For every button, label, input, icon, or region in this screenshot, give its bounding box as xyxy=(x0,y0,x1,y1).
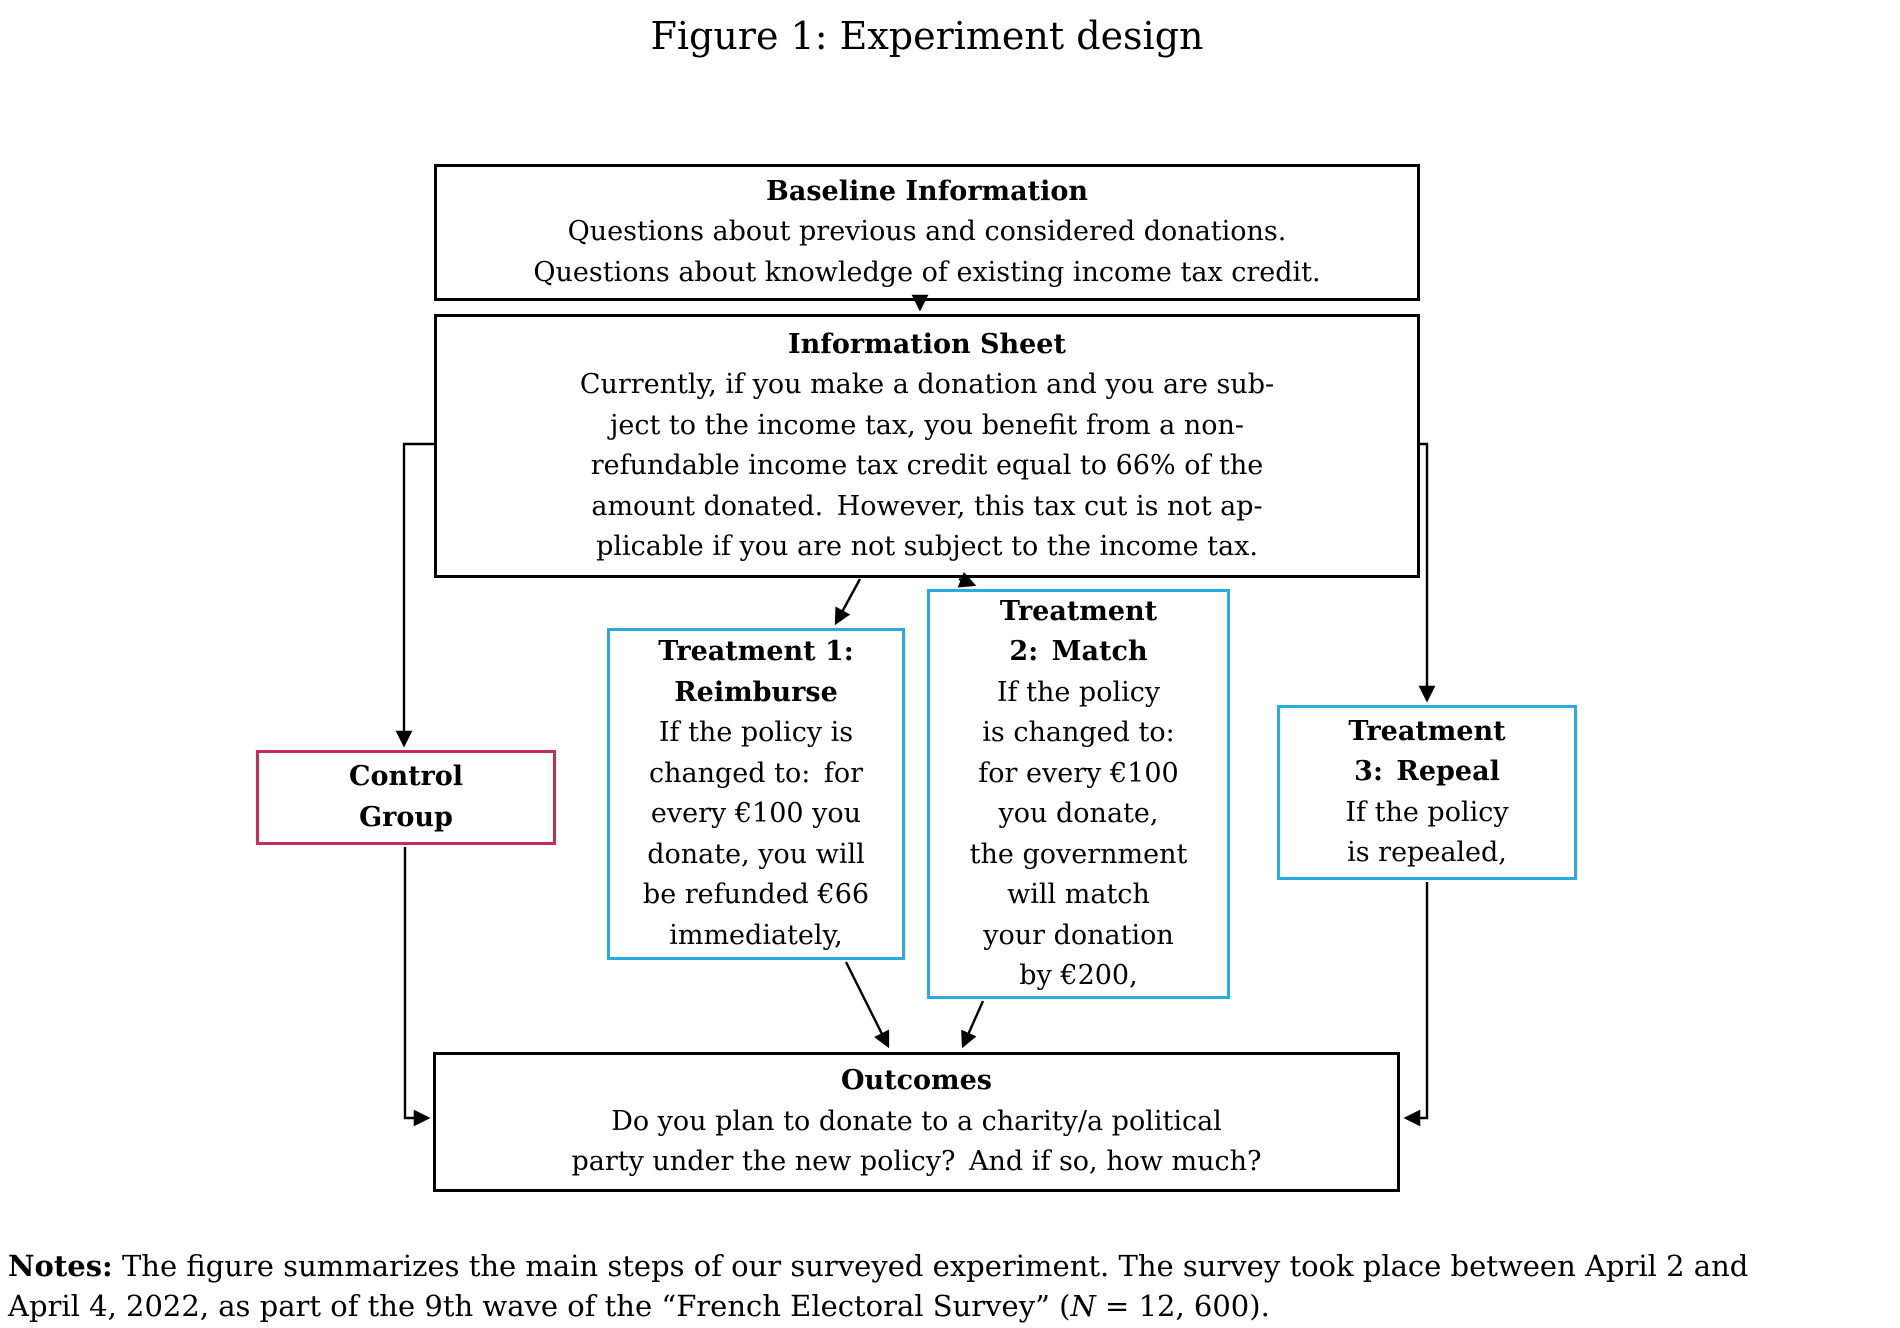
treatment-2-line: is changed to: xyxy=(982,717,1175,748)
notes-line xyxy=(8,1246,1894,1286)
treatment-2-box xyxy=(927,589,1230,999)
treatment-2-line: your donation xyxy=(983,919,1174,951)
information-sheet-line: plicable if you are not subject to the income tax. xyxy=(596,531,1258,562)
arrow-infosheet-to-treatment1 xyxy=(836,579,860,623)
information-sheet-line: refundable income tax credit equal to 66% of the xyxy=(590,450,1264,481)
baseline-information-line: Questions about previous and considered donations. xyxy=(567,216,1287,248)
treatment-2-line: the government xyxy=(969,838,1188,870)
information-sheet-box xyxy=(434,314,1420,578)
notes-label: Notes: xyxy=(8,1249,113,1283)
baseline-information-title: Baseline Information xyxy=(766,175,1088,207)
treatment-2-line: you donate, xyxy=(998,798,1159,829)
treatment-2-title: 2: Match xyxy=(1009,636,1148,667)
control-group-box xyxy=(256,750,556,845)
treatment-3-line: If the policy xyxy=(1345,796,1509,828)
information-sheet-line: Currently, if you make a donation and you are sub- xyxy=(579,369,1275,400)
treatment-1-line: be refunded €66 xyxy=(642,879,870,910)
treatment-2-title: Treatment xyxy=(999,595,1158,627)
treatment-1-line: every €100 you xyxy=(650,798,862,829)
outcomes-line: Do you plan to donate to a charity/a political xyxy=(611,1105,1222,1137)
connector-infosheet-to-treatment3 xyxy=(1420,444,1427,700)
treatment-1-title: Reimburse xyxy=(674,676,838,708)
treatment-1-line: immediately, xyxy=(669,919,843,951)
control-group-line: Control xyxy=(348,761,464,792)
connector-control-to-outcomes xyxy=(405,847,428,1118)
baseline-information-box xyxy=(434,164,1420,301)
outcomes-box xyxy=(433,1052,1400,1192)
treatment-3-box xyxy=(1277,705,1577,880)
arrow-treatment2-to-outcomes xyxy=(963,1001,983,1046)
arrow-treatment1-to-outcomes xyxy=(846,962,888,1046)
treatment-2-line: by €200, xyxy=(1019,960,1138,991)
notes-text: The figure summarizes the main steps of our surveyed experiment. The survey took place between April 2 and xyxy=(112,1249,1749,1283)
figure-title: Figure 1: Experiment design xyxy=(650,14,1204,58)
information-sheet-line: amount donated. However, this tax cut is not ap- xyxy=(591,490,1263,522)
connector-treatment3-to-outcomes xyxy=(1406,882,1427,1118)
connector-infosheet-to-control xyxy=(404,444,434,745)
figure-notes xyxy=(8,1246,1894,1326)
treatment-2-line: If the policy xyxy=(996,676,1161,708)
arrow-infosheet-to-treatment2 xyxy=(959,579,974,585)
notes-n-variable: N xyxy=(1070,1289,1096,1324)
notes-line xyxy=(8,1286,1894,1326)
treatment-3-title: 3: Repeal xyxy=(1354,756,1500,787)
baseline-information-line: Questions about knowledge of existing income tax credit. xyxy=(533,256,1321,288)
treatment-1-box xyxy=(607,628,905,960)
treatment-2-line: for every €100 xyxy=(978,757,1179,789)
treatment-2-line: will match xyxy=(1007,879,1150,910)
treatment-1-line: If the policy is xyxy=(658,717,854,748)
information-sheet-line: ject to the income tax, you benefit from a non- xyxy=(609,409,1245,441)
treatment-1-line: donate, you will xyxy=(647,838,865,870)
outcomes-line: party under the new policy? And if so, how much? xyxy=(571,1146,1262,1178)
treatment-1-title: Treatment 1: xyxy=(658,636,854,667)
treatment-3-title: Treatment xyxy=(1348,715,1506,747)
treatment-3-line: is repealed, xyxy=(1347,837,1507,868)
notes-text: April 4, 2022, as part of the 9th wave of the “French Electoral Survey” ( xyxy=(8,1289,1071,1324)
outcomes-title: Outcomes xyxy=(840,1065,993,1097)
information-sheet-title: Information Sheet xyxy=(788,328,1066,360)
treatment-1-line: changed to: for xyxy=(649,757,863,789)
notes-text: = 12, 600). xyxy=(1095,1289,1270,1324)
control-group-line: Group xyxy=(359,801,453,833)
